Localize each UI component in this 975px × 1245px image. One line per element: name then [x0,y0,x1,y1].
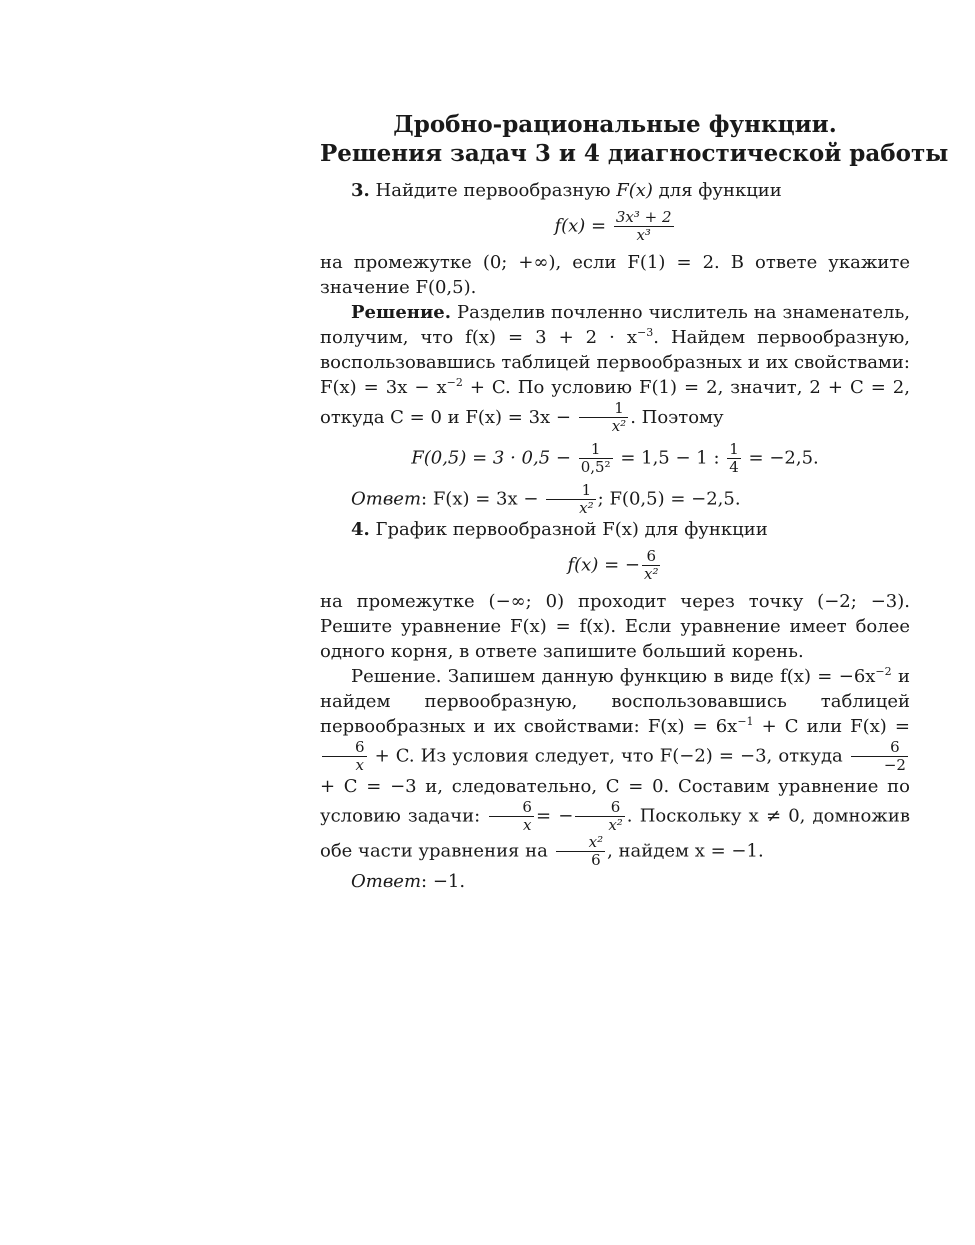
frac-den: x² [611,417,627,435]
task4-sol-5: Из условия следует, что F(−2) = −3, откуда [420,745,843,767]
frac-num: x² [556,834,605,852]
frac-num: 6 [489,799,534,817]
task4-sol-2: и найдем первообразную, воспользовавшись таблицей первообразных и их свойствами: F(x) = 6x [320,666,910,737]
task3-answer-label: Ответ [351,488,422,510]
frac-den: 4 [729,458,739,476]
task3-calc-a: F(0,5) = 3 · 0,5 − [411,447,571,469]
frac-den: x² [644,565,659,583]
page-content [320,110,949,894]
task3-calculation [320,441,910,476]
task4-sol-6: + C = −3 и, следовательно, C = 0. Составим уравнение по условию задачи: [320,776,910,827]
task4-number: 4. [351,519,370,540]
frac-den: x² [608,816,623,834]
task4-answer [320,869,910,894]
frac-den: 6 [591,851,601,869]
task3-fx-label: f(x) = [554,215,607,237]
task3-sol-4: + C. По условию F(1) = 2, значит, 2 + C = 2, [462,377,910,398]
task3-answer-a: : F(x) = 3x − [421,488,539,510]
title-line-2: Решения задач 3 и 4 диагностической работы [320,140,949,167]
task4-condition: на промежутке (−∞; 0) проходит через точку (−2; −3). Решите уравнение F(x) = f(x). Если уравнение имеет более одного корня, в ответе запишите больший корень. [320,591,910,662]
task3-fraction-den: x³ [636,226,651,244]
task3-sol-3: F(x) = 3x − x [320,377,447,398]
task4-eq-lhs-frac [489,799,534,834]
task3-statement-a: Найдите первообразную [375,180,611,201]
frac-den: x [355,756,364,774]
task3-statement [320,178,910,203]
task4-exp-1: −2 [875,665,892,678]
task3-number: 3. [351,180,370,201]
task3-sol-2: . Найдем первообразную, воспользовавшись таблицей первообразных и их свойствами: [320,327,910,373]
task3-sol-5: откуда C = 0 и F(x) = 3x − [320,406,571,428]
task3-solution [320,300,910,435]
task3-answer-b: ; F(0,5) = −2,5. [597,488,741,510]
title-line-1: Дробно-рациональные функции. [393,111,837,138]
task4-statement-text: График первообразной F(x) для функции [375,519,768,540]
task4-sol-9: на [525,840,548,862]
task4-sol-1: Решение. Запишем данную функцию в виде f(x) = −6x [351,666,876,687]
task3-answer-frac [546,482,595,517]
page-title [320,110,949,168]
task4-frac-6-m2 [851,739,908,774]
task3-sol-6: . Поэтому [630,406,724,428]
task4-frac-x2-6 [556,834,605,869]
frac-num: 6 [322,739,367,757]
task4-fx-label: f(x) = [567,554,620,576]
task3-calc-c: = −2,5. [748,447,819,469]
frac-den: x² [579,499,594,517]
task3-sol-1: Разделив почленно числитель на знаменатель, получим, что f(x) = 3 + 2 · x [320,302,910,348]
frac-num: 1 [729,440,739,458]
task3-answer [320,482,910,517]
task4-eq-rhs-frac [575,799,624,834]
frac-num: 6 [575,799,624,817]
task4-solution [320,664,910,869]
task3-frac-1-x2 [579,400,628,435]
task4-sol-4: + C. [368,745,415,767]
task4-minus: − [624,554,640,576]
task3-exp-1: −3 [637,326,654,339]
task3-frac-1-half-sq [579,441,613,476]
task4-sol-10: , найдем x = −1. [607,840,764,862]
frac-num: 6 [642,548,660,566]
task4-statement [320,517,910,542]
task4-exp-2: −1 [737,715,754,728]
task3-fraction [614,209,674,244]
task4-fraction [642,548,660,583]
task4-sol-8: . Поскольку x ≠ 0, домножив обе части уравнения [320,805,910,862]
task3-calc-b: = 1,5 − 1 : [620,447,720,469]
frac-num: 1 [546,482,595,500]
task3-statement-b: для функции [658,180,782,201]
task3-fraction-num: 3x³ + 2 [615,208,672,226]
task4-function-formula [320,548,910,583]
task4-sol-3: + C или F(x) = [753,716,910,737]
frac-num: 1 [579,441,613,459]
task4-answer-label: Ответ [351,871,422,892]
task3-function-formula [320,209,910,244]
task3-frac-1-4 [727,441,741,476]
frac-num: 6 [851,739,908,757]
task3-condition: на промежутке (0; +∞), если F(1) = 2. В ответе укажите значение F(0,5). [320,252,910,298]
task3-exp-2: −2 [446,376,463,389]
frac-den: x [522,816,532,834]
task4-sol-7: = − [535,805,574,827]
task4-frac-6-x [322,739,367,774]
frac-den: 0,5² [580,458,611,476]
frac-den: −2 [883,756,906,774]
task3-Fx: F(x) [616,180,653,201]
task3-solution-label: Решение. [351,302,452,323]
frac-num: 1 [579,400,628,418]
task4-answer-value: : −1. [421,871,466,892]
